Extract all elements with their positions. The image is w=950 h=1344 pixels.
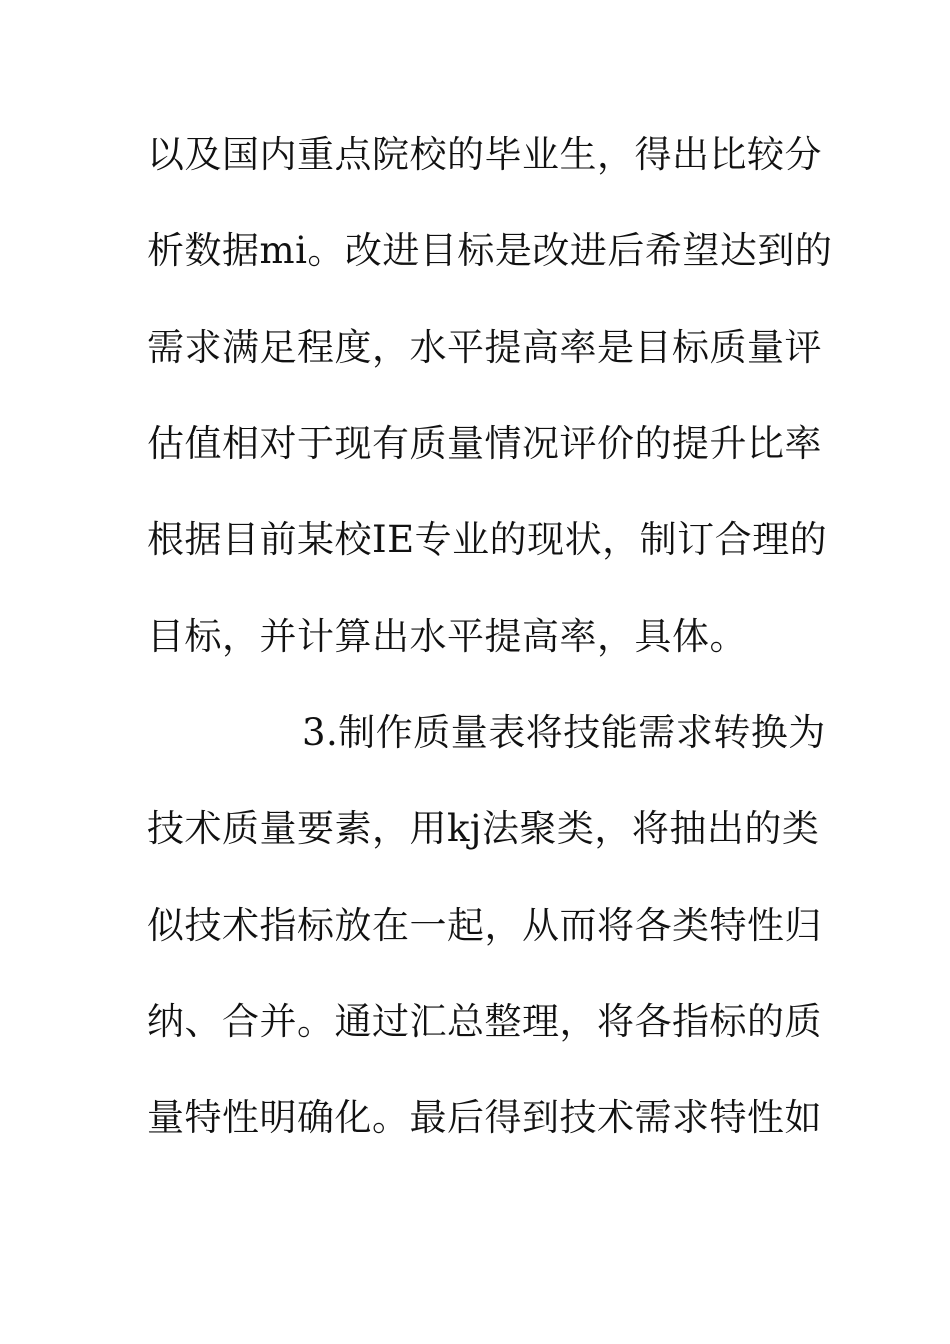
text-line: 根据目前某校IE专业的现状，制订合理的 — [147, 518, 828, 561]
text-line: 技术质量要素，用kj法聚类，将抽出的类 — [147, 807, 820, 850]
text-line: 纳、合并。通过汇总整理，将各指标的质 — [147, 1000, 822, 1043]
text-line: 析数据mi。改进目标是改进后希望达到的 — [147, 229, 833, 272]
text-line: 需求满足程度，水平提高率是目标质量评 — [147, 326, 822, 369]
text-line: 量特性明确化。最后得到技术需求特性如 — [147, 1096, 822, 1139]
text-line: 目标，并计算出水平提高率，具体。 — [147, 615, 747, 658]
text-line: 似技术指标放在一起，从而将各类特性归 — [147, 904, 822, 947]
text-line: 估值相对于现有质量情况评价的提升比率 — [147, 422, 822, 465]
text-line: 以及国内重点院校的毕业生，得出比较分 — [147, 133, 822, 176]
section-heading-line: 3.制作质量表将技能需求转换为 — [302, 711, 826, 754]
